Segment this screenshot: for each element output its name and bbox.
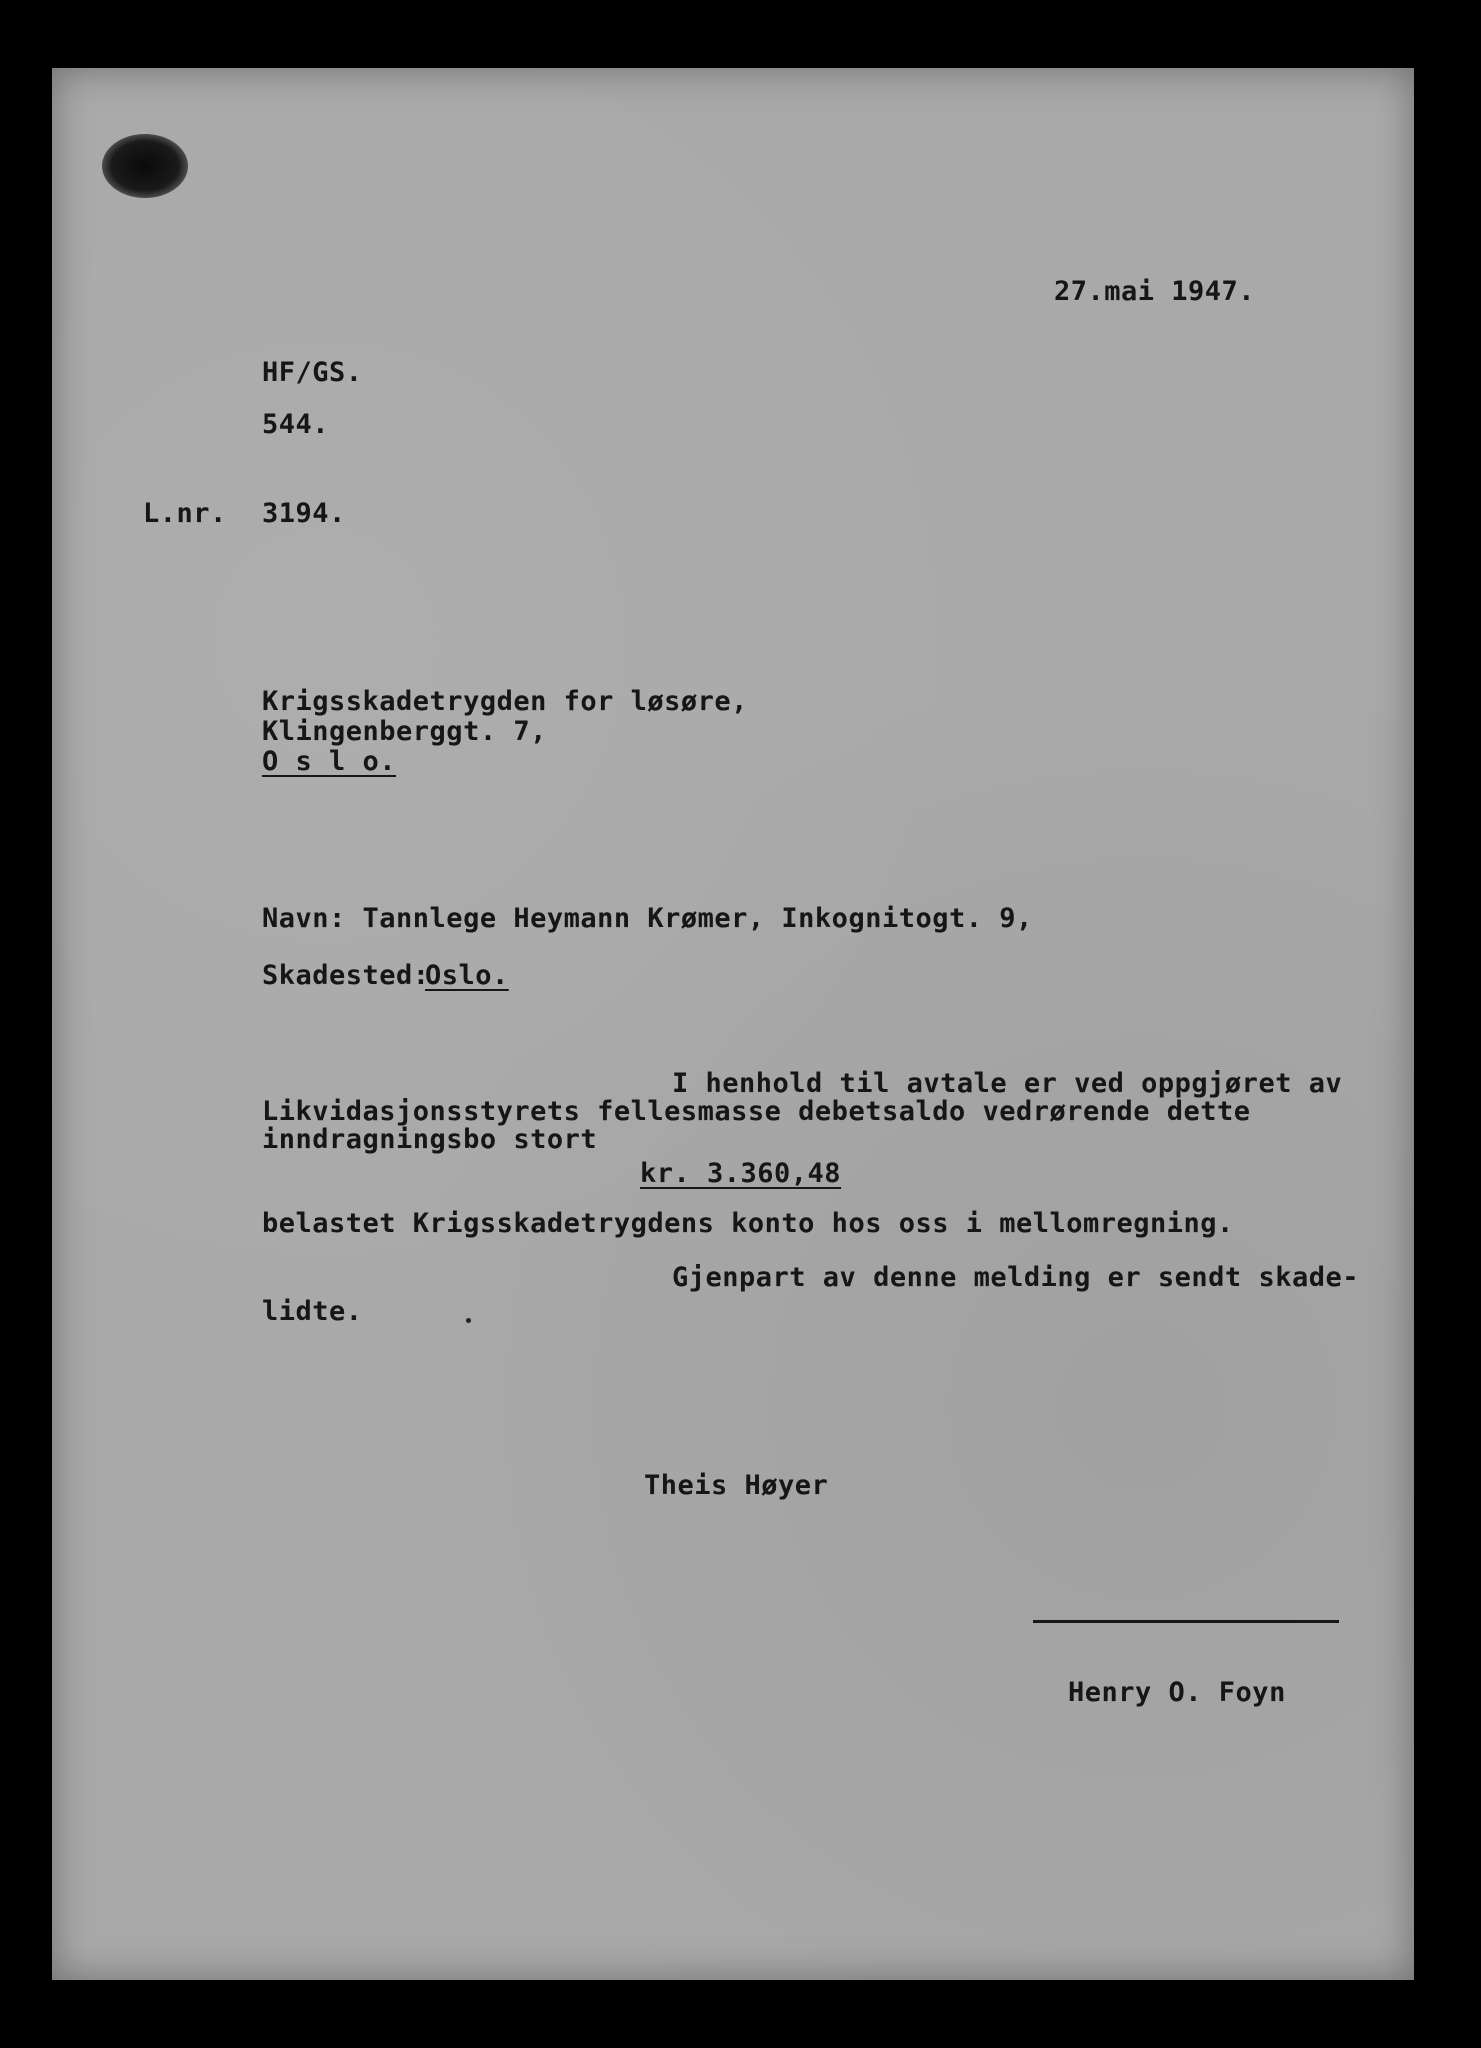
body-line3: inndragningsbo stort — [262, 1124, 598, 1155]
body-line1: I henhold til avtale er ved oppgjøret av — [672, 1068, 1343, 1099]
lnr-label: L.nr. — [143, 498, 227, 529]
letter-date: 27.mai 1947. — [1054, 276, 1256, 307]
recipient-line2: Klingenberggt. 7, — [262, 716, 547, 747]
body-line2: Likvidasjonsstyrets fellesmasse debetsaldo vedrørende dette — [262, 1096, 1251, 1127]
amount: kr. 3.360,48 — [640, 1158, 842, 1189]
case-place-label: Skadested: — [262, 960, 430, 991]
case-place-value: Oslo. — [425, 960, 509, 991]
signature-henry-foyn: Henry O. Foyn — [1068, 1677, 1286, 1708]
initials: HF/GS. — [262, 357, 363, 388]
punch-hole — [102, 134, 188, 198]
signature-theis-hoyer: Theis Høyer — [644, 1470, 829, 1501]
recipient-city: O s l o. — [262, 746, 397, 777]
copy-note-line2: lidte. — [262, 1296, 363, 1327]
ink-speck — [466, 1318, 471, 1323]
lnr-value: 3194. — [262, 498, 346, 529]
copy-note-line1: Gjenpart av denne melding er sendt skade- — [672, 1262, 1359, 1293]
reference-number: 544. — [262, 409, 330, 440]
body-line4: belastet Krigsskadetrygdens konto hos oss i mellomregning. — [262, 1208, 1234, 1239]
signature-line — [1033, 1620, 1339, 1623]
case-name: Navn: Tannlege Heymann Krømer, Inkognitogt. 9, — [262, 903, 1033, 934]
recipient-line1: Krigsskadetrygden for løsøre, — [262, 686, 748, 717]
